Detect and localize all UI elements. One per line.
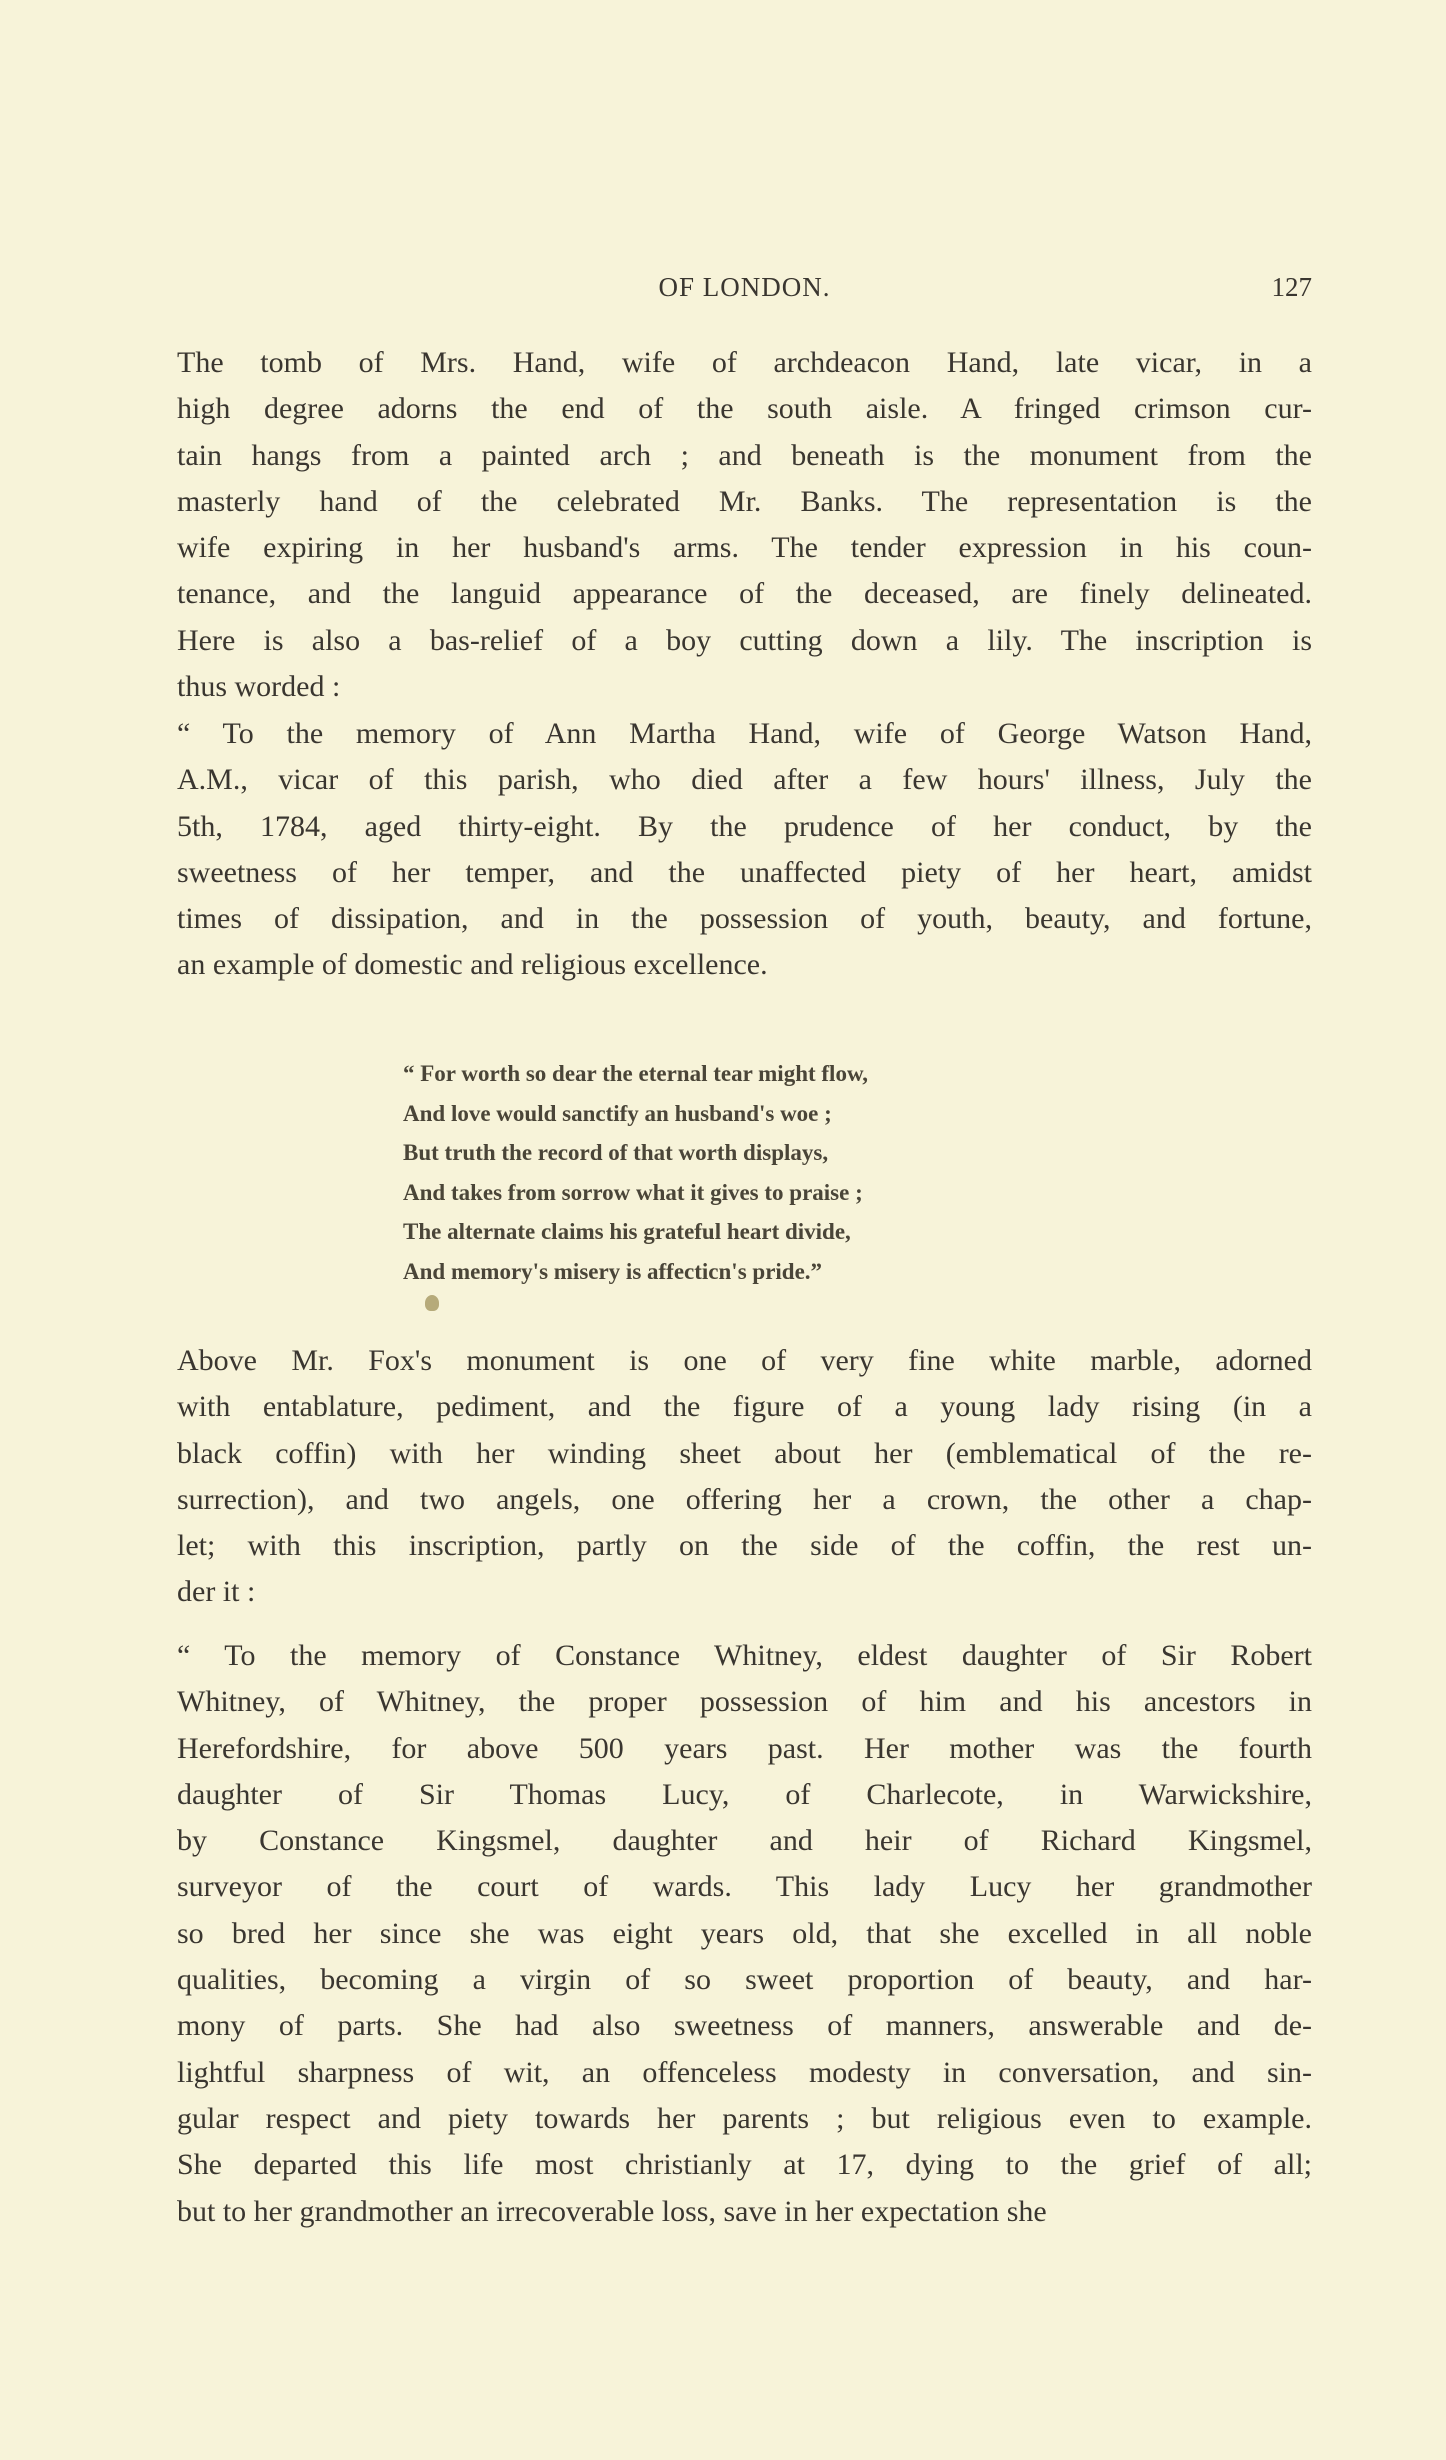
text-line: Here is also a bas-relief of a boy cutting down a lily. The inscription is <box>177 623 1312 657</box>
text-line: times of dissipation, and in the possession of youth, beauty, and fortune, <box>177 902 1312 936</box>
text-line: der it : <box>177 1575 256 1609</box>
text-line: but to her grandmother an irrecoverable loss, save in her expectation she <box>177 2194 1047 2228</box>
text-line: The tomb of Mrs. Hand, wife of archdeacon Hand, late vicar, in a <box>177 346 1312 379</box>
paragraph-tomb-of-mrs-hand <box>177 340 1312 710</box>
text-line: an example of domestic and religious excellence. <box>177 948 768 982</box>
text-line: 5th, 1784, aged thirty-eight. By the prudence of her conduct, by the <box>177 809 1312 843</box>
verse-line: And love would sanctify an husband's woe ; <box>403 1100 832 1126</box>
text-line: Whitney, of Whitney, the proper possession of him and his ancestors in <box>177 1685 1312 1719</box>
text-line: surveyor of the court of wards. This lady Lucy her grandmother <box>177 1870 1312 1904</box>
ink-stain <box>425 1295 439 1311</box>
text-line: high degree adorns the end of the south aisle. A fringed crimson cur- <box>177 392 1312 426</box>
epitaph-verse <box>403 1054 868 1291</box>
verse-line: But truth the record of that worth displays, <box>403 1140 829 1165</box>
paragraph-whitney-monument <box>177 1338 1312 1616</box>
text-line: tenance, and the languid appearance of the deceased, are finely delineated. <box>177 577 1312 611</box>
text-line: let; with this inscription, partly on the side of the coffin, the rest un- <box>177 1529 1312 1563</box>
text-line: so bred her since she was eight years old, that she excelled in all noble <box>177 1916 1312 1950</box>
text-line: masterly hand of the celebrated Mr. Banks. The representation is the <box>177 484 1312 518</box>
text-line: wife expiring in her husband's arms. The tender expression in his coun- <box>177 531 1312 565</box>
text-line: sweetness of her temper, and the unaffected piety of her heart, amidst <box>177 855 1312 889</box>
verse-line: The alternate claims his grateful heart divide, <box>403 1219 851 1244</box>
text-line: with entablature, pediment, and the figure of a young lady rising (in a <box>177 1390 1312 1424</box>
text-line: gular respect and piety towards her parents ; but religious even to example. <box>177 2101 1312 2135</box>
text-line: lightful sharpness of wit, an offenceless modesty in conversation, and sin- <box>177 2055 1312 2089</box>
verse-line: “ For worth so dear the eternal tear might flow, <box>403 1061 869 1086</box>
text-line: black coffin) with her winding sheet about her (emblematical of the re- <box>177 1436 1312 1470</box>
text-line: She departed this life most christianly at 17, dying to the grief of all; <box>177 2148 1312 2182</box>
page-number: 127 <box>1271 272 1312 302</box>
paragraph-whitney-inscription <box>177 1633 1312 2235</box>
text-line: Herefordshire, for above 500 years past. Her mother was the fourth <box>177 1731 1312 1765</box>
text-line: “ To the memory of Ann Martha Hand, wife of George Watson Hand, <box>177 717 1312 750</box>
text-line: “ To the memory of Constance Whitney, eldest daughter of Sir Robert <box>177 1639 1312 1672</box>
text-line: tain hangs from a painted arch ; and beneath is the monument from the <box>177 438 1312 472</box>
text-line: surrection), and two angels, one offering her a crown, the other a chap- <box>177 1482 1312 1516</box>
text-line: Above Mr. Fox's monument is one of very fine white marble, adorned <box>177 1344 1312 1377</box>
text-line: mony of parts. She had also sweetness of manners, answerable and de- <box>177 2009 1312 2043</box>
running-header <box>177 272 1312 312</box>
verse-line: And takes from sorrow what it gives to praise ; <box>403 1179 863 1205</box>
text-line: qualities, becoming a virgin of so sweet proportion of beauty, and har- <box>177 1963 1312 1997</box>
running-title: OF LONDON. <box>658 272 831 302</box>
paragraph-hand-inscription <box>177 711 1312 989</box>
text-line: thus worded : <box>177 670 341 704</box>
text-line: A.M., vicar of this parish, who died after a few hours' illness, July the <box>177 763 1312 797</box>
verse-line: And memory's misery is affecticn's pride.” <box>403 1258 823 1284</box>
text-line: daughter of Sir Thomas Lucy, of Charlecote, in Warwickshire, <box>177 1777 1312 1811</box>
text-line: by Constance Kingsmel, daughter and heir of Richard Kingsmel, <box>177 1824 1312 1858</box>
